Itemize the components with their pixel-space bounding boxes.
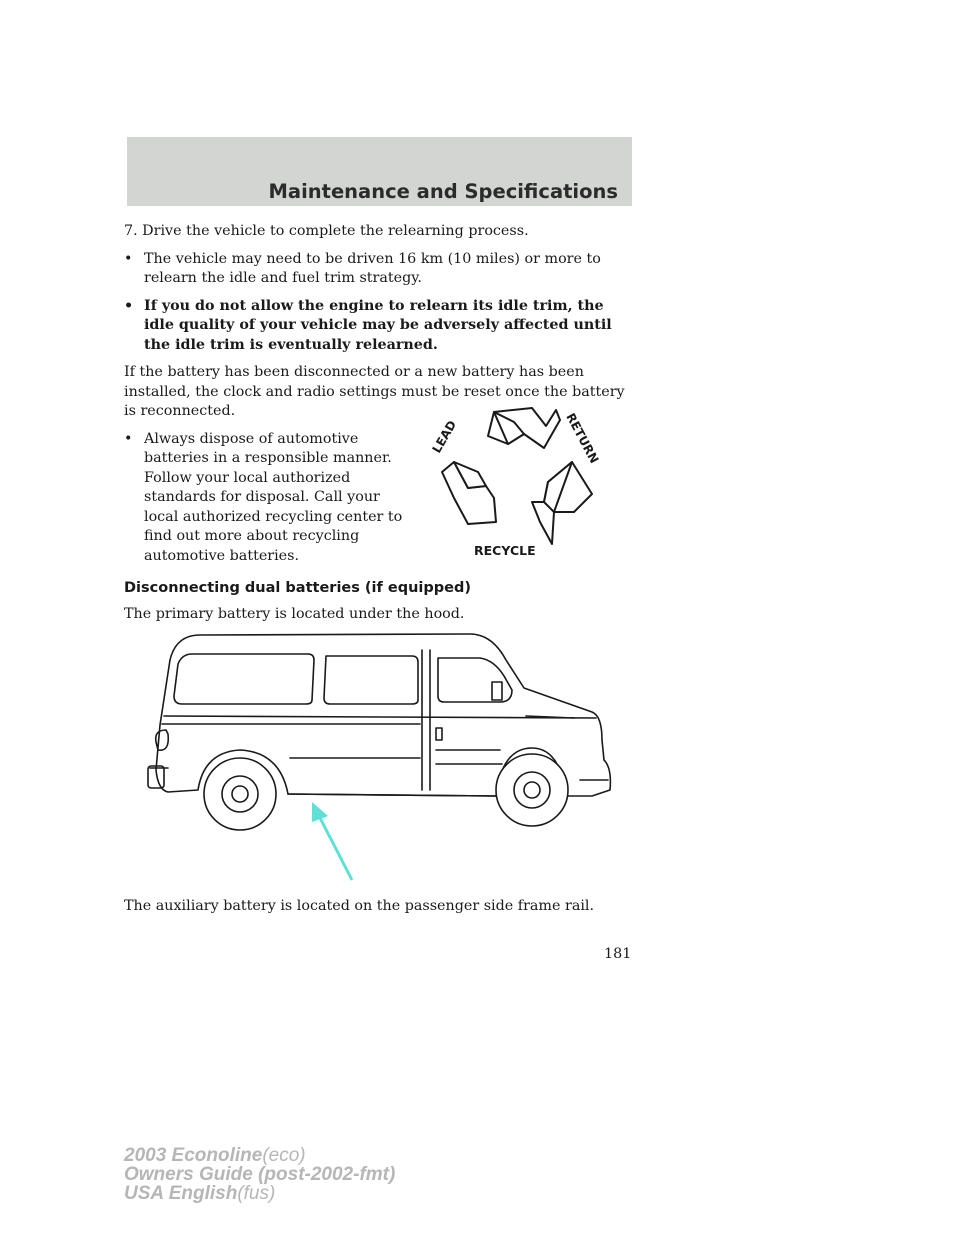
bullet-text: The vehicle may need to be driven 16 km (10 miles) or more to relearn the idle and fuel trim strategy. bbox=[144, 250, 601, 286]
van-door-handle bbox=[436, 728, 442, 740]
header-band bbox=[127, 137, 632, 206]
page-number: 181 bbox=[604, 946, 632, 962]
footer-line-2 bbox=[124, 1165, 395, 1184]
recycle-label-recycle: RECYCLE bbox=[474, 543, 536, 558]
recycle-label-lead: LEAD bbox=[429, 418, 460, 456]
van-window-3 bbox=[438, 658, 512, 702]
section-heading: Disconnecting dual batteries (if equipped) bbox=[124, 580, 471, 596]
bullet-idle-warning bbox=[124, 297, 636, 356]
bullet-dispose bbox=[124, 430, 404, 567]
recycle-label-return: RETURN bbox=[563, 410, 602, 466]
footer-model-code: (eco) bbox=[262, 1145, 306, 1166]
footer-doc-info bbox=[124, 1146, 395, 1203]
recycle-logo bbox=[424, 402, 610, 562]
footer-language: USA English bbox=[124, 1183, 238, 1204]
footer-model: 2003 Econoline bbox=[124, 1145, 263, 1166]
battery-reset-paragraph: If the battery has been disconnected or a new battery has been installed, the clock and radio settings must be reset once the battery is reconnected. bbox=[124, 364, 625, 419]
page-header-title: Maintenance and Specifications bbox=[268, 180, 618, 203]
bullet-text: Always dispose of automotive batteries in a responsible manner. Follow your local authorized standards for disposal. Call your local authorized recycling center to find out more about recycling automotive batteries. bbox=[144, 430, 403, 564]
auxiliary-battery-text: The auxiliary battery is located on the passenger side frame rail. bbox=[124, 898, 595, 914]
step-7: 7. Drive the vehicle to complete the relearning process. bbox=[124, 223, 529, 239]
pointer-arrow bbox=[312, 802, 352, 880]
van-window-1 bbox=[174, 654, 314, 704]
footer-guide: Owners Guide (post-2002-fmt) bbox=[124, 1164, 396, 1185]
footer-line-1 bbox=[124, 1146, 395, 1165]
van-window-2 bbox=[324, 656, 418, 704]
footer-language-code: (fus) bbox=[237, 1183, 276, 1204]
primary-battery-text: The primary battery is located under the hood. bbox=[124, 606, 465, 622]
bullet-dot: • bbox=[124, 297, 134, 314]
bullet-dot: • bbox=[124, 430, 133, 447]
footer-line-3 bbox=[124, 1184, 395, 1203]
van-mirror bbox=[492, 682, 502, 700]
bullet-text: If you do not allow the engine to relearn its idle trim, the idle quality of your vehicle may be adversely affected until the idle trim is eventually relearned. bbox=[144, 297, 612, 353]
van-illustration bbox=[140, 630, 620, 888]
bullet-dot: • bbox=[124, 250, 133, 267]
bullet-drive-distance bbox=[124, 250, 636, 289]
